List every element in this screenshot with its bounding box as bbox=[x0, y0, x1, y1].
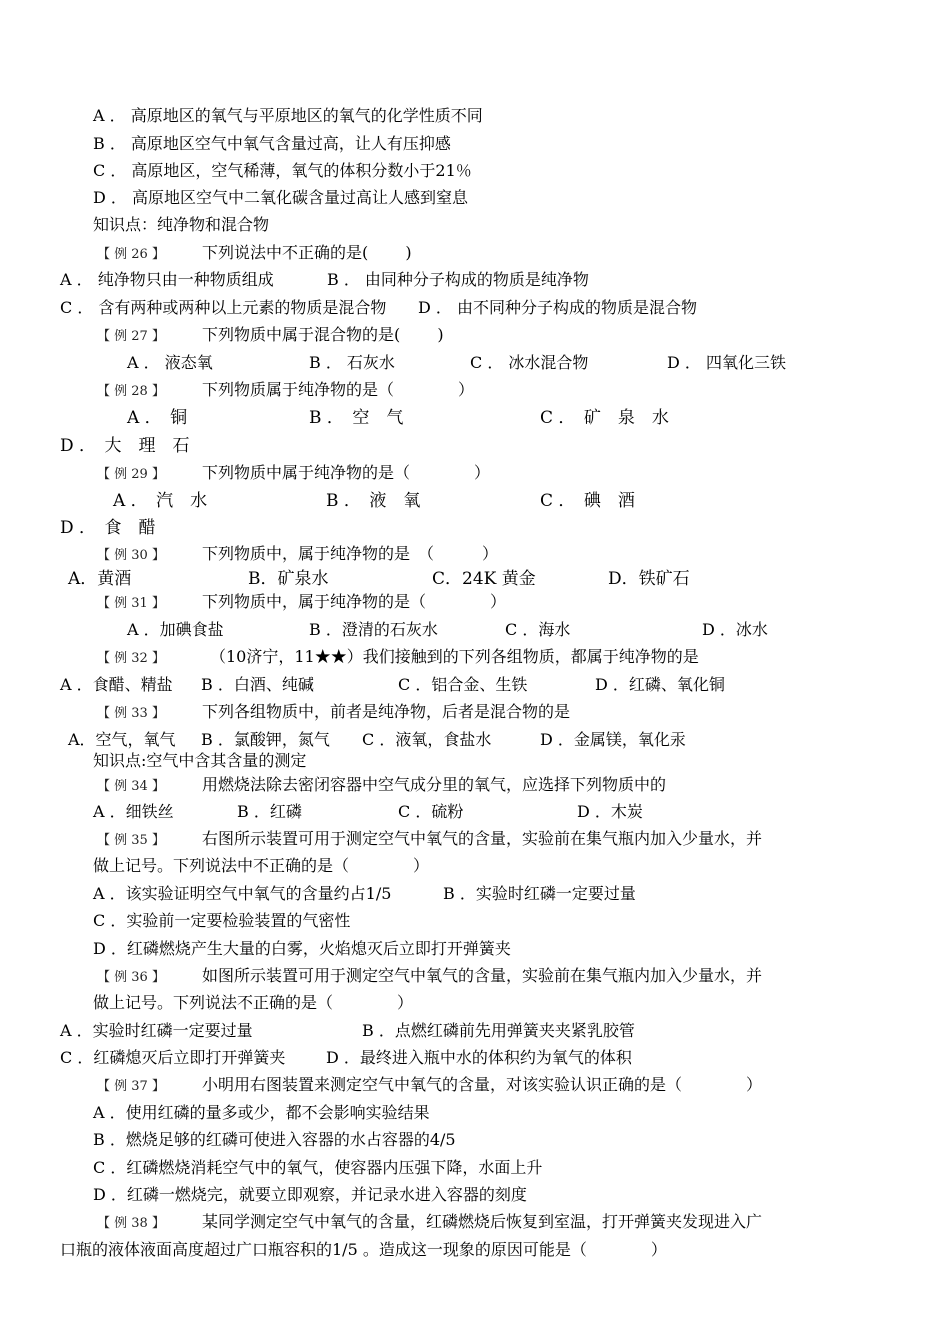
option-c: C ． 高原地区，空气稀薄，氧气的体积分数小于21％ bbox=[93, 161, 472, 180]
option-b: B ． 石灰水 bbox=[309, 353, 395, 372]
option-b: B ．燃烧足够的红磷可使进入容器的水占容器的4/5 bbox=[93, 1130, 456, 1149]
question-stem-continued: 做上记号。下列说法不正确的是（ ） bbox=[93, 993, 414, 1012]
option-c: C ．液氧，食盐水 bbox=[362, 730, 492, 749]
option-b: B ．实验时红磷一定要过量 bbox=[443, 884, 636, 903]
option-b: B ． 液 氧 bbox=[326, 491, 421, 511]
question-stem: 下列物质中，属于纯净物的是（ ） bbox=[202, 592, 507, 611]
option-d: D ．红磷、氧化铜 bbox=[595, 675, 725, 694]
option-b: B．矿泉水 bbox=[248, 569, 329, 589]
option-d: D ．红磷燃烧产生大量的白雾，火焰熄灭后立即打开弹簧夹 bbox=[93, 939, 511, 958]
example-tag: 【 例 28 】 bbox=[97, 384, 165, 399]
option-d: D ． 四氧化三铁 bbox=[667, 353, 787, 372]
example-tag: 【 例 34 】 bbox=[97, 779, 165, 794]
example-tag: 【 例 31 】 bbox=[97, 596, 165, 611]
option-a: A ． 汽 水 bbox=[113, 491, 208, 511]
option-b: B ．澄清的石灰水 bbox=[309, 620, 438, 639]
option-c: C ．硫粉 bbox=[398, 802, 464, 821]
question-stem: 右图所示装置可用于测定空气中氧气的含量，实验前在集气瓶内加入少量水，并 bbox=[202, 829, 763, 848]
option-a: A ． 铜 bbox=[127, 408, 188, 428]
question-stem: 下列物质属于纯净物的是（ ） bbox=[202, 380, 475, 399]
option-c: C ． 矿 泉 水 bbox=[540, 408, 669, 428]
question-stem: 小明用右图装置来测定空气中氧气的含量，对该实验认识正确的是（ ） bbox=[202, 1075, 763, 1094]
option-a: A ．该实验证明空气中氧气的含量约占1/5 bbox=[93, 884, 392, 903]
question-stem: 下列物质中属于混合物的是( ) bbox=[202, 325, 444, 344]
option-c: C ．实验前一定要检验装置的气密性 bbox=[93, 911, 351, 930]
option-a: A．空气，氧气 bbox=[68, 730, 176, 749]
option-b: B ．氯酸钾，氮气 bbox=[201, 730, 330, 749]
example-tag: 【 例 27 】 bbox=[97, 329, 165, 344]
option-a: A ．实验时红磷一定要过量 bbox=[60, 1021, 253, 1040]
example-tag: 【 例 32 】 bbox=[97, 651, 165, 666]
option-a: A ． 高原地区的氧气与平原地区的氧气的化学性质不同 bbox=[93, 106, 483, 125]
question-stem: 下列物质中，属于纯净物的是 （ ） bbox=[202, 544, 499, 563]
option-c: C ． 含有两种或两种以上元素的物质是混合物 bbox=[60, 298, 387, 317]
option-d: D ．红磷一燃烧完，就要立即观察，并记录水进入容器的刻度 bbox=[93, 1185, 527, 1204]
option-d: D．铁矿石 bbox=[608, 569, 690, 589]
question-stem: 如图所示装置可用于测定空气中氧气的含量，实验前在集气瓶内加入少量水，并 bbox=[202, 966, 763, 985]
option-c: C ． 冰水混合物 bbox=[470, 353, 589, 372]
example-tag: 【 例 26 】 bbox=[97, 247, 165, 262]
example-tag: 【 例 37 】 bbox=[97, 1079, 165, 1094]
option-d: D ．木炭 bbox=[577, 802, 643, 821]
example-tag: 【 例 38 】 bbox=[97, 1216, 165, 1231]
question-stem: 用燃烧法除去密闭容器中空气成分里的氧气，应选择下列物质中的 bbox=[202, 775, 667, 794]
example-tag: 【 例 35 】 bbox=[97, 833, 165, 848]
option-d: D ． 高原地区空气中二氧化碳含量过高让人感到窒息 bbox=[93, 188, 469, 207]
example-tag: 【 例 30 】 bbox=[97, 548, 165, 563]
question-stem-continued: 口瓶的液体液面高度超过广口瓶容积的1/5 。造成这一现象的原因可能是（ ） bbox=[60, 1240, 667, 1259]
question-stem: 下列物质中属于纯净物的是（ ） bbox=[202, 463, 491, 482]
option-a: A ． 纯净物只由一种物质组成 bbox=[60, 270, 274, 289]
option-b: B ． 空 气 bbox=[309, 408, 404, 428]
option-c: C．24K 黄金 bbox=[432, 569, 536, 589]
example-tag: 【 例 36 】 bbox=[97, 970, 165, 985]
option-d: D ．最终进入瓶中水的体积约为氧气的体积 bbox=[326, 1048, 632, 1067]
option-d: D ．金属镁，氧化汞 bbox=[540, 730, 686, 749]
option-a: A ．细铁丝 bbox=[93, 802, 174, 821]
question-stem: 下列各组物质中，前者是纯净物，后者是混合物的是 bbox=[202, 702, 571, 721]
option-d: D ．冰水 bbox=[702, 620, 768, 639]
option-a: A ． 液态氧 bbox=[127, 353, 213, 372]
option-a: A ．使用红磷的量多或少，都不会影响实验结果 bbox=[93, 1103, 430, 1122]
question-stem-continued: 做上记号。下列说法中不正确的是（ ） bbox=[93, 856, 430, 875]
knowledge-point-heading: 知识点：纯净物和混合物 bbox=[93, 215, 270, 234]
knowledge-point-heading: 知识点:空气中含其含量的测定 bbox=[93, 751, 307, 770]
option-d: D ． 食 醋 bbox=[60, 518, 156, 538]
option-c: C ．红磷熄灭后立即打开弹簧夹 bbox=[60, 1048, 286, 1067]
option-c: C ．铝合金、生铁 bbox=[398, 675, 528, 694]
option-a: A ．食醋、精盐 bbox=[60, 675, 173, 694]
option-c: C ．红磷燃烧消耗空气中的氧气，使容器内压强下降，水面上升 bbox=[93, 1158, 543, 1177]
option-b: B ．红磷 bbox=[237, 802, 302, 821]
option-a: A．黄酒 bbox=[68, 569, 132, 589]
option-c: C ． 碘 酒 bbox=[540, 491, 635, 511]
option-d: D ． 大 理 石 bbox=[60, 436, 190, 456]
example-tag: 【 例 29 】 bbox=[97, 467, 165, 482]
question-stem: （10济宁，11★★）我们接触到的下列各组物质，都属于纯净物的是 bbox=[210, 647, 699, 666]
question-stem: 某同学测定空气中氧气的含量，红磷燃烧后恢复到室温，打开弹簧夹发现进入广 bbox=[202, 1212, 763, 1231]
example-tag: 【 例 33 】 bbox=[97, 706, 165, 721]
option-c: C ．海水 bbox=[505, 620, 571, 639]
question-stem: 下列说法中不正确的是( ) bbox=[202, 243, 412, 262]
option-d: D ． 由不同种分子构成的物质是混合物 bbox=[418, 298, 698, 317]
option-b: B ．白酒、纯碱 bbox=[201, 675, 314, 694]
option-b: B ．点燃红磷前先用弹簧夹夹紧乳胶管 bbox=[362, 1021, 635, 1040]
option-a: A ．加碘食盐 bbox=[127, 620, 224, 639]
option-b: B ． 高原地区空气中氧气含量过高，让人有压抑感 bbox=[93, 134, 451, 153]
option-b: B ． 由同种分子构成的物质是纯净物 bbox=[327, 270, 589, 289]
